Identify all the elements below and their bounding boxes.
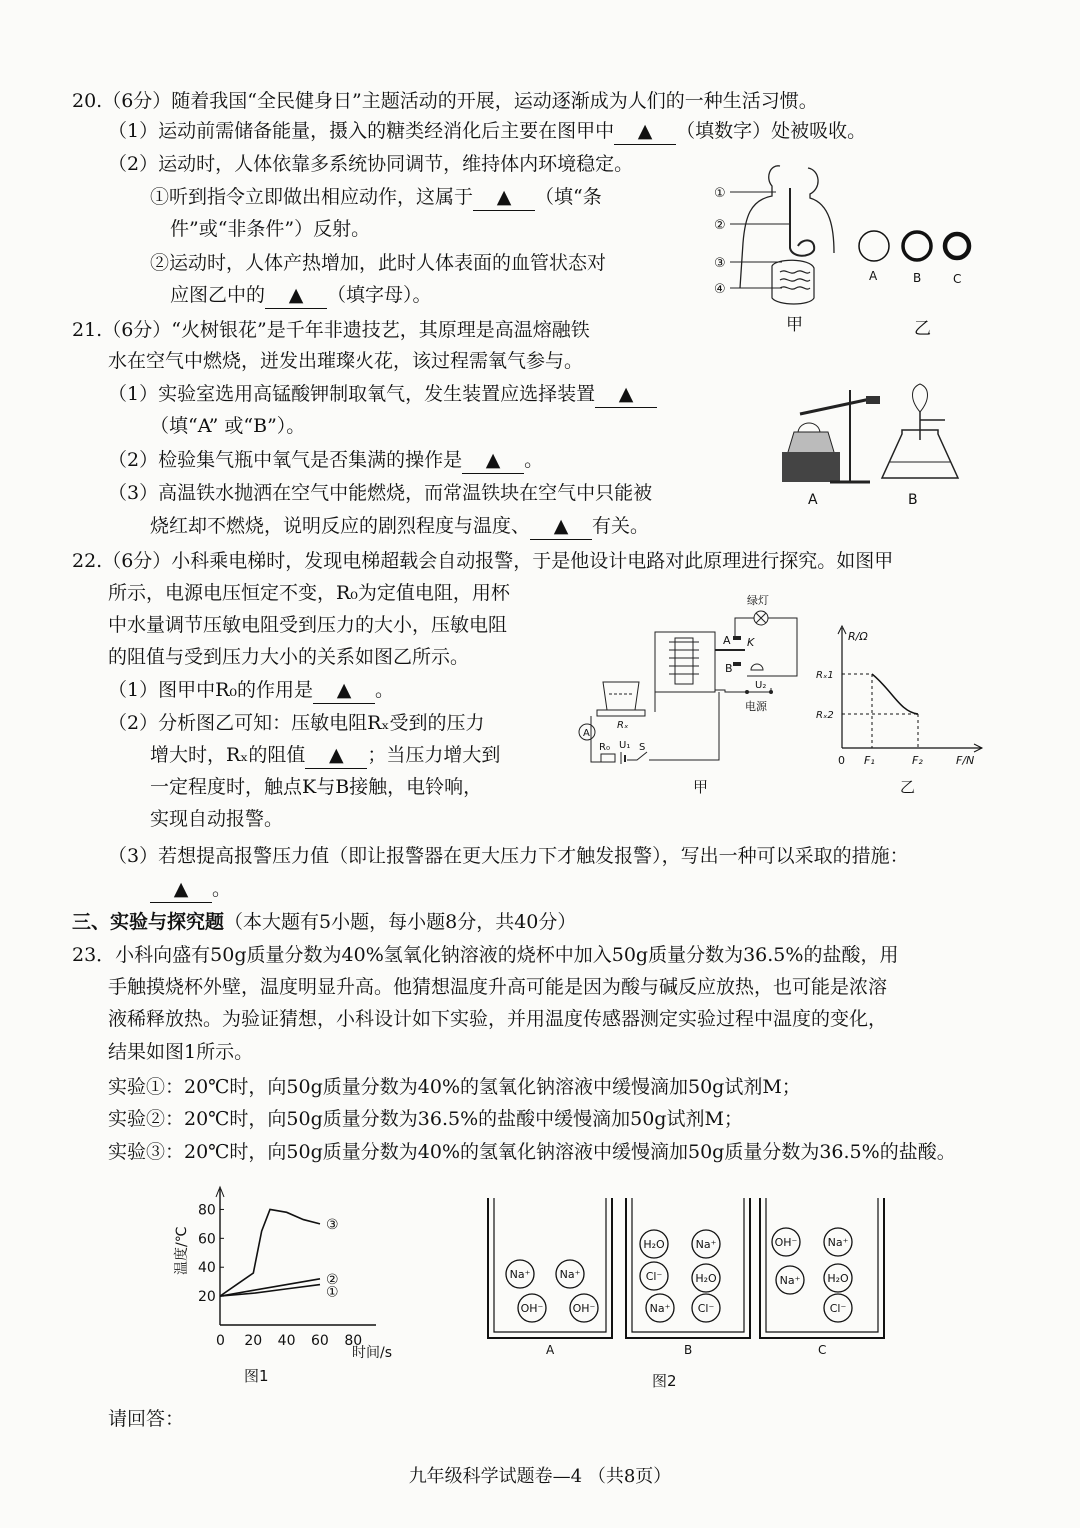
q21-stem-line1: 21.（6分）“火树银花”是千年非遗技艺，其原理是高温熔融铁	[72, 319, 590, 341]
x-tick-label: 40	[277, 1333, 296, 1349]
q21-part3-line1: （3）高温铁水抛洒在空气中能燃烧，而常温铁块在空气中只能被	[108, 482, 653, 504]
particle-label: H₂O	[827, 1272, 849, 1285]
particle-label: H₂O	[643, 1238, 665, 1251]
q20-part2b-line2: 应图乙中的 ▲ （填字母）。	[170, 282, 432, 309]
q22-stem-line2: 所示，电源电压恒定不变，R₀为定值电阻，用杯	[108, 582, 510, 604]
series-label-1: ②	[326, 1271, 339, 1288]
graph-ylabel: R/Ω	[848, 630, 868, 643]
vessel-c	[945, 234, 969, 258]
y-tick-label: 80	[198, 1202, 216, 1219]
y-tick-label: 20	[198, 1289, 216, 1306]
label-r0: R₀	[599, 742, 610, 753]
digestive-system-figure	[710, 158, 850, 338]
label-k: K	[747, 636, 755, 649]
particle-label: Na⁺	[509, 1268, 531, 1281]
label-u2: U₂	[755, 680, 767, 691]
q20-part2a-line1: ①听到指令立即做出相应动作，这属于 ▲ （填“条	[150, 184, 602, 211]
x-tick-label: 20	[244, 1333, 263, 1349]
q21-part2: （2）检验集气瓶中氧气是否集满的操作是 ▲ 。	[108, 447, 543, 474]
series-line-1	[220, 1279, 320, 1296]
beaker-label: C	[818, 1343, 827, 1357]
alcohol-lamp-block	[782, 452, 840, 482]
label-4: ④	[714, 282, 726, 297]
vessel-b	[903, 232, 931, 260]
q22-stem-line1: 22.（6分）小科乘电梯时，发现电梯超载会自动报警，于是他设计电路对此原理进行探究。如图甲	[72, 550, 894, 572]
graph-caption: 乙	[900, 778, 916, 796]
q23-exp3: 实验③：20℃时，向50g质量分数为40%的氢氧化钠溶液中缓慢滴加50g质量分数为36.5%的盐酸。	[108, 1141, 956, 1163]
q23-exp2: 实验②：20℃时，向50g质量分数为36.5%的盐酸中缓慢滴加50g试剂M；	[108, 1108, 743, 1130]
label-rx: Rₓ	[617, 720, 629, 731]
series-label-2: ①	[326, 1284, 339, 1301]
q23-exp1: 实验①：20℃时，向50g质量分数为40%的氢氧化钠溶液中缓慢滴加50g试剂M；	[108, 1076, 801, 1098]
beaker-label: A	[546, 1343, 555, 1357]
chart-ylabel: 温度/℃	[174, 1226, 190, 1275]
graph-f1: F₁	[864, 754, 875, 767]
q20-part2a-line2: 件”或“非条件”）反射。	[170, 218, 371, 240]
fig2-caption: 图2	[652, 1372, 677, 1390]
answer-blank[interactable]: ▲	[150, 876, 212, 903]
particle-label: OH⁻	[774, 1236, 798, 1249]
q21-part3-line2: 烧红却不燃烧，说明反应的剧烈程度与温度、 ▲ 有关。	[150, 513, 649, 540]
q20-part2: （2）运动时，人体依靠多系统协同调节，维持体内环境稳定。	[108, 153, 634, 175]
particle-label: OH⁻	[520, 1302, 544, 1315]
q22-part2-line2: 增大时，Rₓ的阻值 ▲ ；当压力增大到	[150, 742, 500, 769]
particle-label: Cl⁻	[645, 1270, 663, 1283]
beaker-label: B	[684, 1343, 693, 1357]
q21-part1-line2: （填“A” 或“B”）。	[150, 415, 306, 437]
label-3: ③	[714, 256, 726, 271]
label-2: ②	[714, 218, 726, 233]
circuit-figure	[575, 592, 805, 800]
page-footer: 九年级科学试题卷—4 （共8页）	[408, 1466, 672, 1487]
answer-blank[interactable]: ▲	[462, 447, 524, 474]
q22-part2-line1: （2）分析图乙可知：压敏电阻Rₓ受到的压力	[108, 712, 485, 734]
beaker-C	[760, 1198, 884, 1338]
graph-origin: 0	[838, 754, 845, 767]
fig-jia-caption: 甲	[786, 315, 803, 335]
particle-beakers-figure	[480, 1192, 980, 1392]
particle-label: Na⁺	[695, 1238, 717, 1251]
q21-part1: （1）实验室选用高锰酸钾制取氧气，发生装置应选择装置 ▲	[108, 381, 657, 408]
q21-stem-line2: 水在空气中燃烧，迸发出璀璨火花，该过程需氧气参与。	[108, 350, 584, 372]
label-b: B	[913, 271, 922, 285]
fig-yi-caption: 乙	[914, 319, 931, 339]
particle-label: Na⁺	[559, 1268, 581, 1281]
answer-blank[interactable]: ▲	[595, 381, 657, 408]
graph-rx1: Rₓ1	[816, 670, 834, 681]
label-lamp: 绿灯	[747, 594, 769, 607]
section3-heading: 三、实验与探究题（本大题有5小题，每小题8分，共40分）	[72, 911, 577, 933]
particle-label: OH⁻	[572, 1302, 596, 1315]
resistance-force-graph	[812, 620, 990, 800]
chart-caption: 图1	[244, 1367, 269, 1385]
answer-blank[interactable]: ▲	[473, 184, 535, 211]
label-u1: U₁	[619, 740, 631, 751]
beaker-A	[488, 1198, 612, 1338]
y-tick-label: 60	[198, 1231, 216, 1248]
answer-blank[interactable]: ▲	[313, 677, 375, 704]
chart-xlabel: 时间/s	[352, 1345, 393, 1361]
q23-line3: 液稀释放热。为验证猜想，小科设计如下实验，并用温度传感器测定实验过程中温度的变化，	[108, 1008, 888, 1030]
blood-vessel-figure	[850, 222, 980, 340]
series-line-0	[220, 1209, 320, 1296]
q22-part3-line2: ▲ 。	[150, 876, 231, 903]
label-a: A	[869, 269, 878, 283]
answer-blank[interactable]: ▲	[265, 282, 327, 309]
particle-label: Cl⁻	[829, 1302, 847, 1315]
answer-blank[interactable]: ▲	[530, 513, 592, 540]
q22-part2-line4: 实现自动报警。	[150, 808, 284, 830]
graph-rx2: Rₓ2	[816, 710, 834, 721]
q20-part1: （1）运动前需储备能量，摄入的糖类经消化后主要在图甲中 ▲ （填数字）处被吸收。	[108, 118, 866, 145]
q20-part2b-line1: ②运动时，人体产热增加，此时人体表面的血管状态对	[150, 252, 607, 274]
label-c: C	[953, 272, 962, 286]
q22-part1: （1）图甲中R₀的作用是 ▲ 。	[108, 677, 394, 704]
circuit-caption: 甲	[693, 778, 709, 796]
q22-part3: （3）若想提高报警压力值（即让报警器在更大压力下才触发报警），写出一种可以采取的措施：	[108, 845, 909, 867]
answer-blank[interactable]: ▲	[614, 118, 676, 145]
temperature-chart	[170, 1185, 420, 1385]
beaker-B	[626, 1198, 750, 1338]
label-b-contact: B	[725, 662, 733, 675]
particle-label: Cl⁻	[697, 1302, 715, 1315]
q22-stem-line4: 的阻值与受到压力大小的关系如图乙所示。	[108, 646, 470, 668]
y-tick-label: 40	[198, 1260, 216, 1277]
graph-xlabel: F/N	[956, 754, 975, 767]
vessel-a	[859, 231, 889, 261]
q23-line4: 结果如图1所示。	[108, 1041, 254, 1063]
label-1: ①	[714, 186, 726, 201]
label-a: A	[808, 492, 818, 508]
label-ammeter: A	[583, 728, 590, 739]
graph-f2: F₂	[912, 754, 923, 767]
x-tick-label: 0	[216, 1333, 225, 1349]
particle-label: Na⁺	[827, 1236, 849, 1249]
q22-stem-line3: 中水量调节压敏电阻受到压力的大小，压敏电阻	[108, 614, 508, 636]
label-power: 电源	[745, 700, 767, 713]
q23-line2: 手触摸烧杯外壁，温度明显升高。他猜想温度升高可能是因为酸与碱反应放热，也可能是浓溶	[108, 976, 888, 998]
x-tick-label: 60	[311, 1333, 329, 1349]
series-label-0: ③	[326, 1216, 339, 1233]
label-b: B	[908, 492, 918, 508]
q22-part2-line3: 一定程度时，触点K与B接触，电铃响，	[150, 776, 483, 798]
beaker-inner-wall	[766, 1198, 878, 1332]
particle-label: Na⁺	[649, 1302, 671, 1315]
label-a-contact: A	[723, 634, 731, 647]
q20-stem: 20.（6分）随着我国“全民健身日”主题活动的开展，运动逐渐成为人们的一种生活习惯。	[72, 90, 818, 112]
oxygen-apparatus-figure	[770, 370, 970, 515]
label-s: S	[639, 742, 646, 753]
q23-line1: 23．小科向盛有50g质量分数为40%氢氧化钠溶液的烧杯中加入50g质量分数为36.5%的盐酸，用	[72, 944, 899, 966]
answer-blank[interactable]: ▲	[305, 742, 367, 769]
particle-label: Na⁺	[779, 1274, 801, 1287]
x-tick-label: 80	[344, 1333, 363, 1349]
q23-ask: 请回答：	[108, 1408, 185, 1430]
particle-label: H₂O	[695, 1272, 717, 1285]
